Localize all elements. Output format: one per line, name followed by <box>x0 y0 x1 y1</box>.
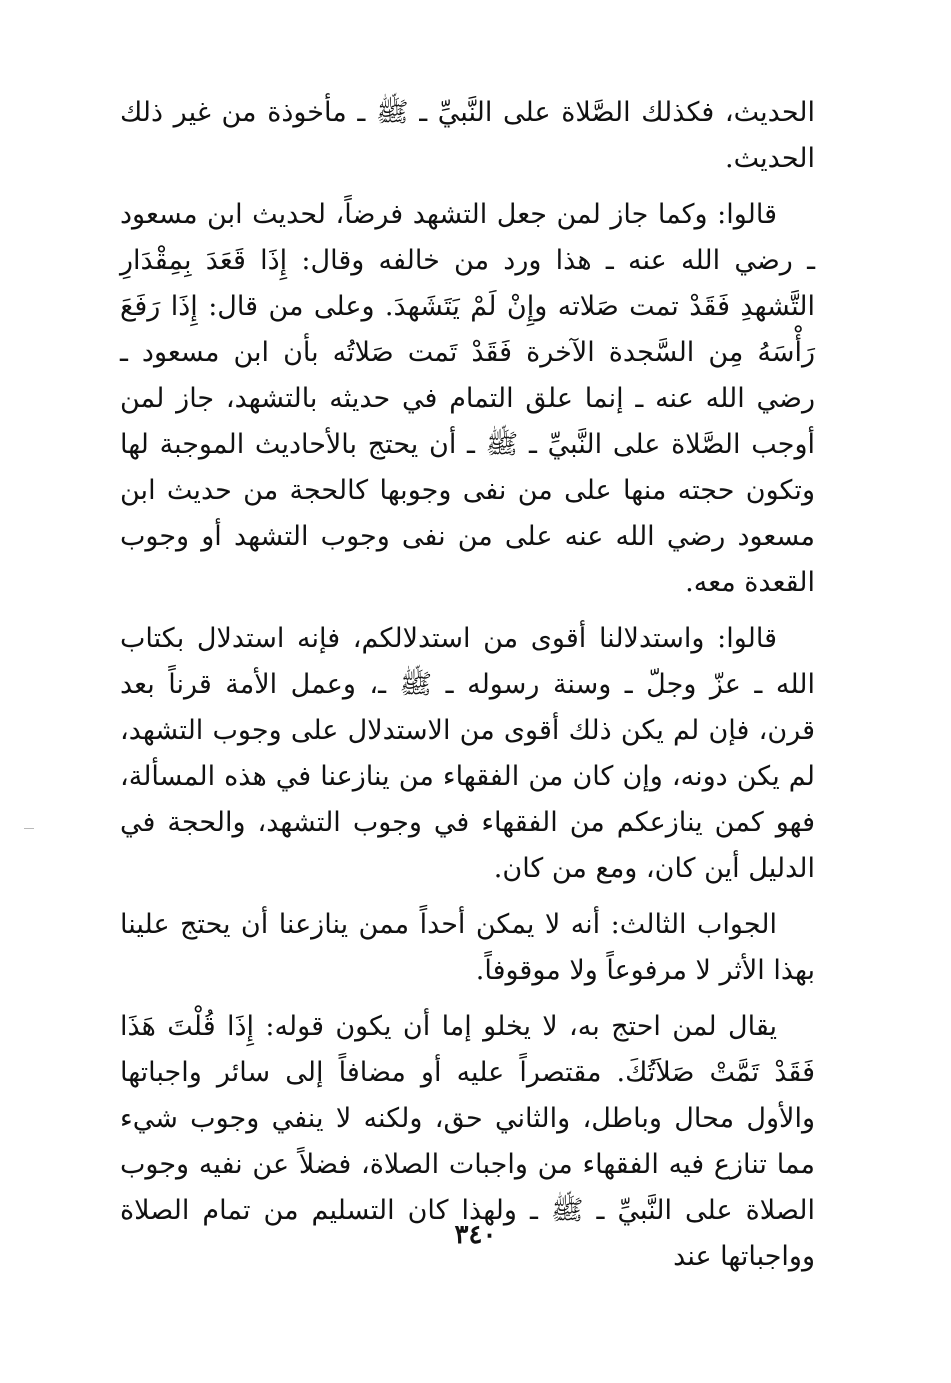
paragraph-1: الحديث، فكذلك الصَّلاة على النَّبيِّ ـ ﷺ ـ مأخوذة من غير ذلك الحديث. <box>120 97 815 174</box>
paragraph-2: قالوا: وكما جاز لمن جعل التشهد فرضاً، لحديث ابن مسعود ـ رضي الله عنه ـ هذا ورد من خالفه وقال: إِذَا قَعَدَ بِمِقْدَارِ التَّشهدِ فَقَدْ تمت صَلاته وإِنْ لَمْ يَتَشَهدَ. وعلى من قال: إِذَا رَفَعَ رَأْسَهُ مِن السَّجدة الآخرة فَقَدْ تَمت صَلاتُه بأن ابن مسعود ـ رضي الله عنه ـ إنما علق التمام في حديثه بالتشهد، جاز لمن أوجب الصَّلاة على النَّبيِّ ـ ﷺ ـ أن يحتج بالأحاديث الموجبة لها وتكون حجته منها على من نفى وجوبها كالحجة من حديث ابن مسعود رضي الله عنه على من نفى وجوب التشهد أو وجوب القعدة معه. <box>120 199 815 598</box>
margin-mark <box>24 828 34 829</box>
page-number: ٣٤٠ <box>454 1220 497 1250</box>
paragraph-4: الجواب الثالث: أنه لا يمكن أحداً ممن ينازعنا أن يحتج علينا بهذا الأثر لا مرفوعاً ولا موقوفاً. <box>120 909 815 986</box>
body-text <box>120 90 815 1290</box>
paragraph-3: قالوا: واستدلالنا أقوى من استدلالكم، فإنه استدلال بكتاب الله ـ عزّ وجلّ ـ وسنة رسوله ـ ﷺ ـ، وعمل الأمة قرناً بعد قرن، فإن لم يكن ذلك أقوى من الاستدلال على وجوب التشهد، لم يكن دونه، وإن كان من الفقهاء من ينازعنا في هذه المسألة، فهو كمن ينازعكم من الفقهاء في وجوب التشهد، والحجة في الدليل أين كان، ومع من كان. <box>120 623 815 884</box>
paragraph-5: يقال لمن احتج به، لا يخلو إما أن يكون قوله: إِذَا قُلْتَ هَذَا فَقَدْ تَمَّتْ صَلاَتُكَ. مقتصراً عليه أو مضافاً إلى سائر واجباتها والأول محال وباطل، والثاني حق، ولكنه لا ينفي وجوب شيء مما تنازع فيه الفقهاء من واجبات الصلاة، فضلاً عن نفيه وجوب الصلاة على النَّبيِّ ـ ﷺ ـ ولهذا كان التسليم من تمام الصلاة وواجباتها عند <box>120 1011 815 1272</box>
